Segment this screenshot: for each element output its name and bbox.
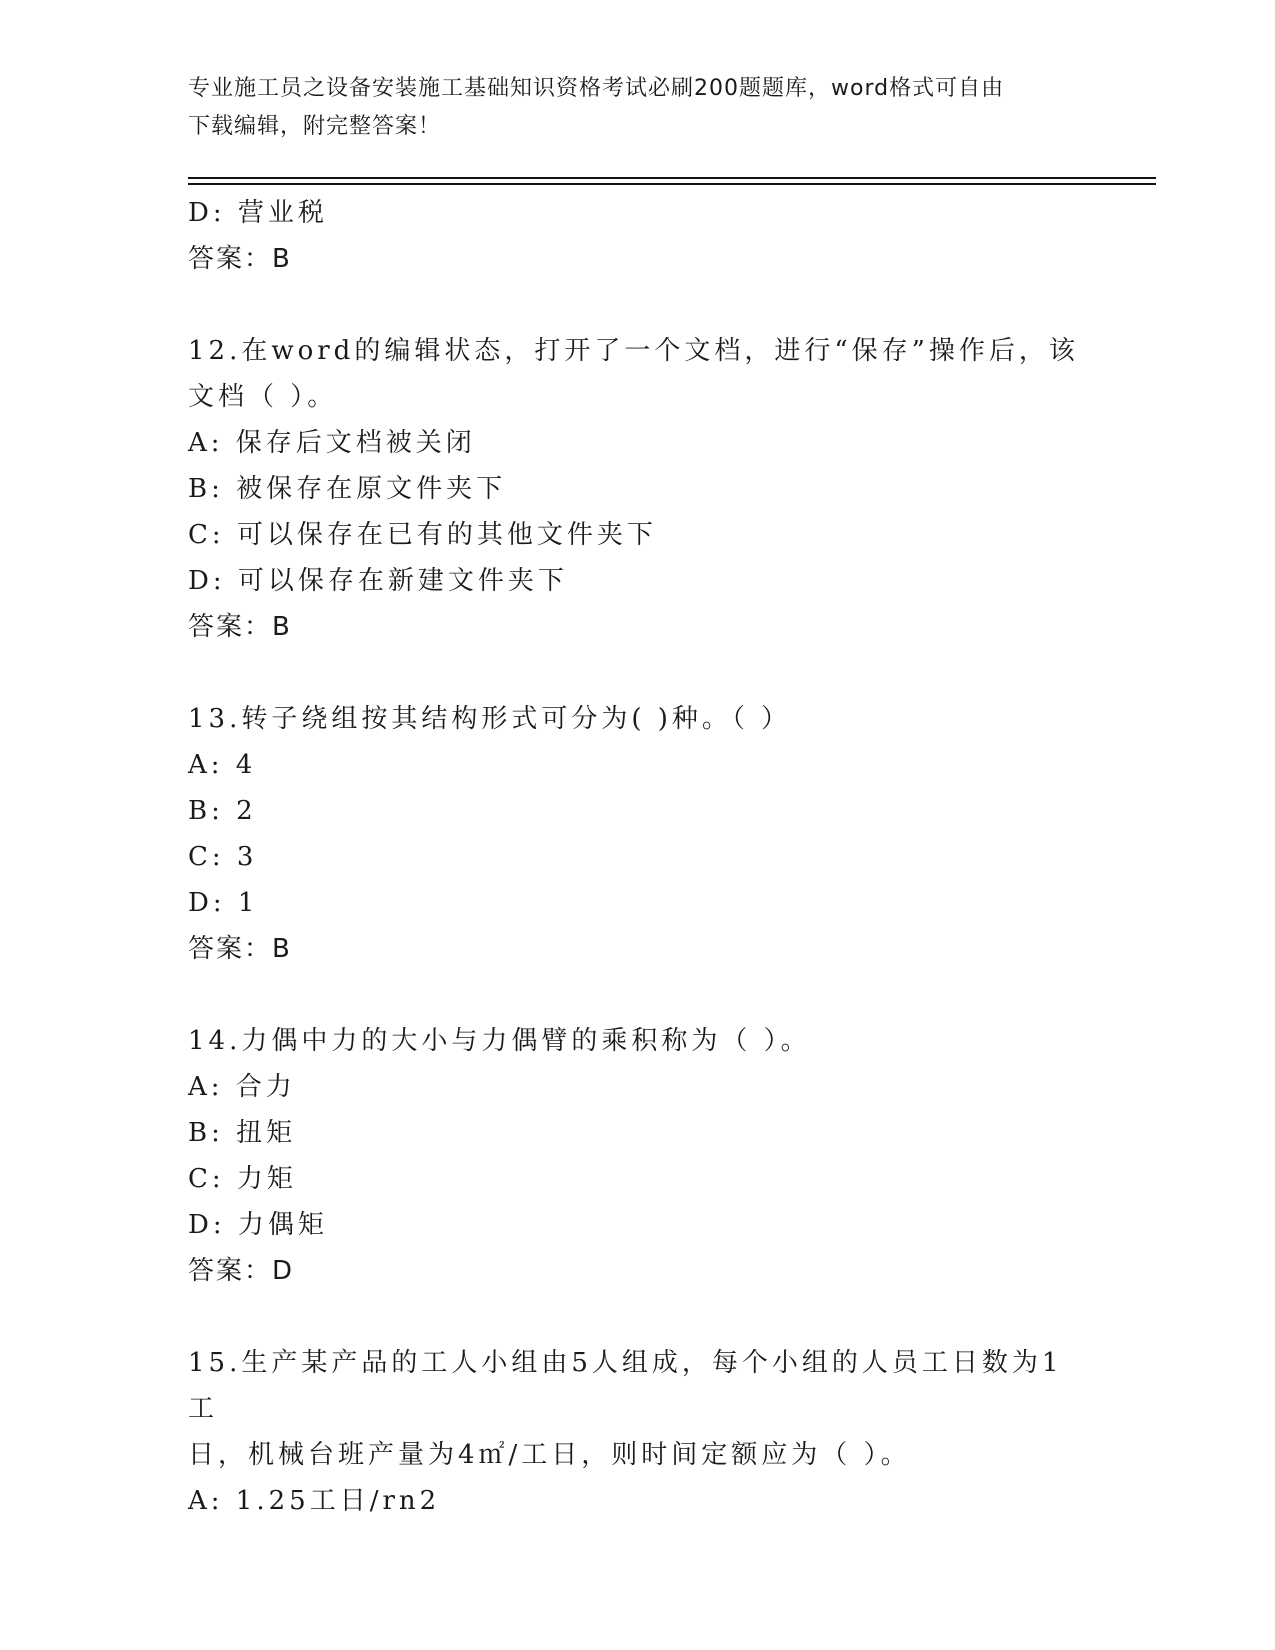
question-12-option-c: C: 可以保存在已有的其他文件夹下 <box>188 520 657 550</box>
question-12-option-a: A: 保存后文档被关闭 <box>188 428 476 458</box>
question-13-option-b: B: 2 <box>188 796 257 826</box>
question-12-stem-line-2: 文档（ ）。 <box>188 382 338 412</box>
question-15-stem-line-1: 15.生产某产品的工人小组由5人组成，每个小组的人员工日数为1工 <box>188 1348 1063 1424</box>
question-13 <box>188 696 1088 972</box>
question-14-option-a: A: 合力 <box>188 1072 296 1102</box>
question-15 <box>188 1340 1088 1524</box>
question-12-answer: 答案：B <box>188 612 292 642</box>
question-12 <box>188 328 1088 650</box>
question-12-option-d: D: 可以保存在新建文件夹下 <box>188 566 568 596</box>
spacer <box>188 1294 1088 1340</box>
question-13-option-d: D: 1 <box>188 888 259 918</box>
prev-answer: 答案：B <box>188 244 292 274</box>
question-14-option-d: D: 力偶矩 <box>188 1210 328 1240</box>
question-14-option-b: B: 扭矩 <box>188 1118 297 1148</box>
question-14 <box>188 1018 1088 1294</box>
question-13-answer: 答案：B <box>188 934 292 964</box>
question-14-answer: 答案：D <box>188 1256 295 1286</box>
question-12-option-b: B: 被保存在原文件夹下 <box>188 474 507 504</box>
header-title-line-1: 专业施工员之设备安装施工基础知识资格考试必刷200题题库，word格式可自由 <box>188 76 1005 101</box>
header-divider-bottom <box>188 183 1156 185</box>
question-15-stem-line-2: 日，机械台班产量为4㎡/工日，则时间定额应为（ ）。 <box>188 1440 911 1470</box>
spacer <box>188 650 1088 696</box>
spacer <box>188 282 1088 328</box>
header-divider-top <box>188 177 1156 179</box>
question-13-option-c: C: 3 <box>188 842 258 872</box>
question-14-stem: 14.力偶中力的大小与力偶臂的乘积称为（ ）。 <box>188 1026 811 1056</box>
question-15-option-a: A: 1.25工日/rn2 <box>188 1486 441 1516</box>
document-body <box>188 190 1088 1524</box>
document-header <box>188 70 1068 146</box>
question-13-stem: 13.转子绕组按其结构形式可分为( )种。（ ） <box>188 704 792 734</box>
question-13-option-a: A: 4 <box>188 750 257 780</box>
header-title-line-2: 下载编辑，附完整答案！ <box>188 114 442 139</box>
prev-option-d: D: 营业税 <box>188 198 328 228</box>
question-12-stem-line-1: 12.在word的编辑状态，打开了一个文档，进行“保存”操作后，该 <box>188 336 1079 366</box>
spacer <box>188 972 1088 1018</box>
question-14-option-c: C: 力矩 <box>188 1164 297 1194</box>
